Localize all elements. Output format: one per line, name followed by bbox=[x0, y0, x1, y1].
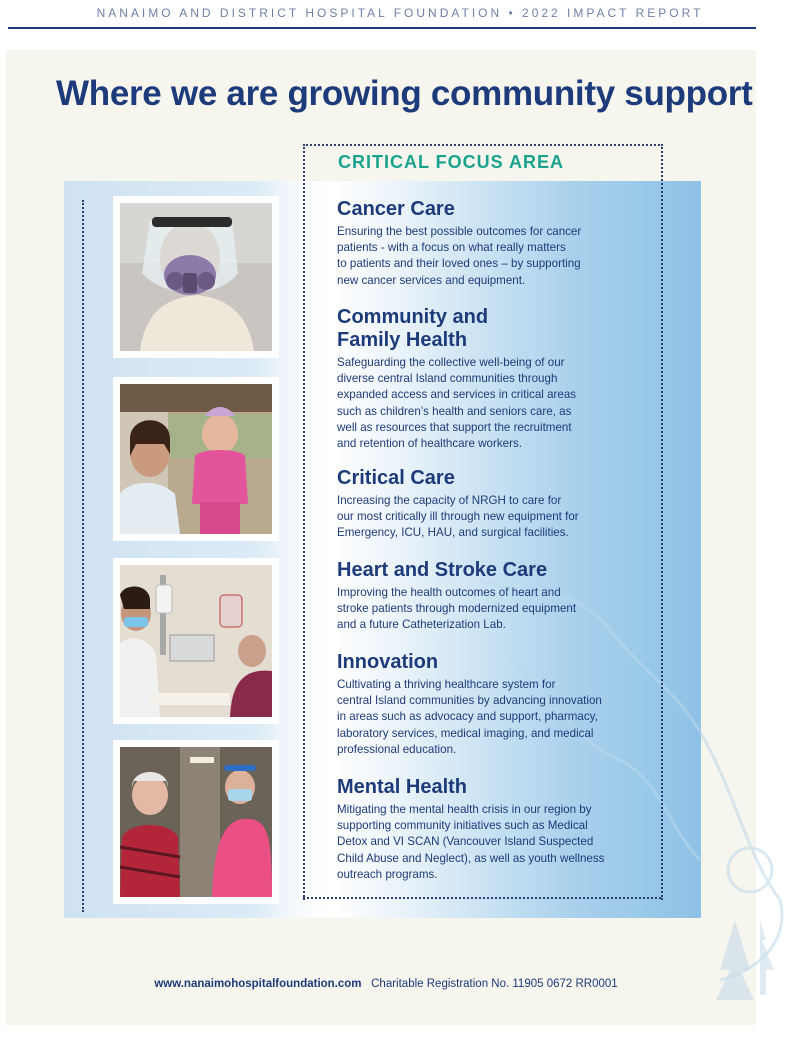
section-heading: Cancer Care bbox=[337, 198, 455, 220]
section-heading: Heart and Stroke Care bbox=[337, 559, 548, 581]
section-heart-stroke-care bbox=[337, 559, 627, 634]
section-cancer-care bbox=[337, 198, 627, 289]
section-body: Mitigating the mental health crisis in our region by supporting community initiatives such as Medical Detox and VI SCAN (Vancouver Island Suspected Child Abuse and Neglect), as well as youth wellness outreach programs. bbox=[337, 803, 605, 881]
section-heading: Mental Health bbox=[337, 776, 468, 798]
photo-nurse-baby bbox=[113, 377, 279, 541]
section-heading: Critical Care bbox=[337, 467, 455, 489]
footer bbox=[0, 978, 800, 990]
section-heading: Innovation bbox=[337, 651, 439, 673]
footer-registration: Charitable Registration No. 11905 0672 RR0001 bbox=[371, 978, 618, 990]
section-mental-health bbox=[337, 776, 627, 883]
header-rule bbox=[8, 27, 756, 29]
photo-ppe-worker bbox=[113, 196, 279, 358]
section-body: Increasing the capacity of NRGH to care for our most critically ill through new equipment for Emergency, ICU, HAU, and surgical facilities. bbox=[337, 494, 579, 540]
section-body: Cultivating a thriving healthcare system for central Island communities by advancing innovation in areas such as advocacy and support, pharmacy, laboratory services, medical imaging, and medical professional education. bbox=[337, 678, 602, 756]
section-innovation bbox=[337, 651, 627, 758]
section-body: Ensuring the best possible outcomes for cancer patients - with a focus on what really matters to patients and their loved ones – by supporting new cancer services and equipment. bbox=[337, 225, 582, 287]
patient-nurse-image bbox=[120, 747, 272, 897]
footer-website-link[interactable]: www.nanaimohospitalfoundation.com bbox=[154, 978, 362, 990]
lab-staff-image bbox=[120, 565, 272, 717]
running-header bbox=[0, 0, 800, 30]
photo-patient-nurse bbox=[113, 740, 279, 904]
left-dotted-border bbox=[82, 200, 84, 912]
page-title: Where we are growing community support bbox=[56, 74, 753, 113]
section-body: Improving the health outcomes of heart and stroke patients through modernized equipment and a future Catheterization Lab. bbox=[337, 586, 577, 632]
photo-lab-staff bbox=[113, 558, 279, 724]
section-critical-care bbox=[337, 467, 627, 542]
focus-area-label: CRITICAL FOCUS AREA bbox=[338, 152, 564, 172]
section-heading: Community and Family Health bbox=[337, 306, 489, 351]
focus-dotted-frame-bottom bbox=[303, 897, 661, 899]
ppe-worker-image bbox=[120, 203, 272, 351]
section-body: Safeguarding the collective well-being of our diverse central Island communities through expanded access and services in critical areas such as children’s health and seniors care, as well as resources that support the recruitment and retention of healthcare workers. bbox=[337, 356, 577, 451]
running-header-text: NANAIMO AND DISTRICT HOSPITAL FOUNDATION • 2022 IMPACT REPORT bbox=[96, 6, 704, 20]
section-community-family-health bbox=[337, 306, 627, 452]
nurse-baby-image bbox=[120, 384, 272, 534]
